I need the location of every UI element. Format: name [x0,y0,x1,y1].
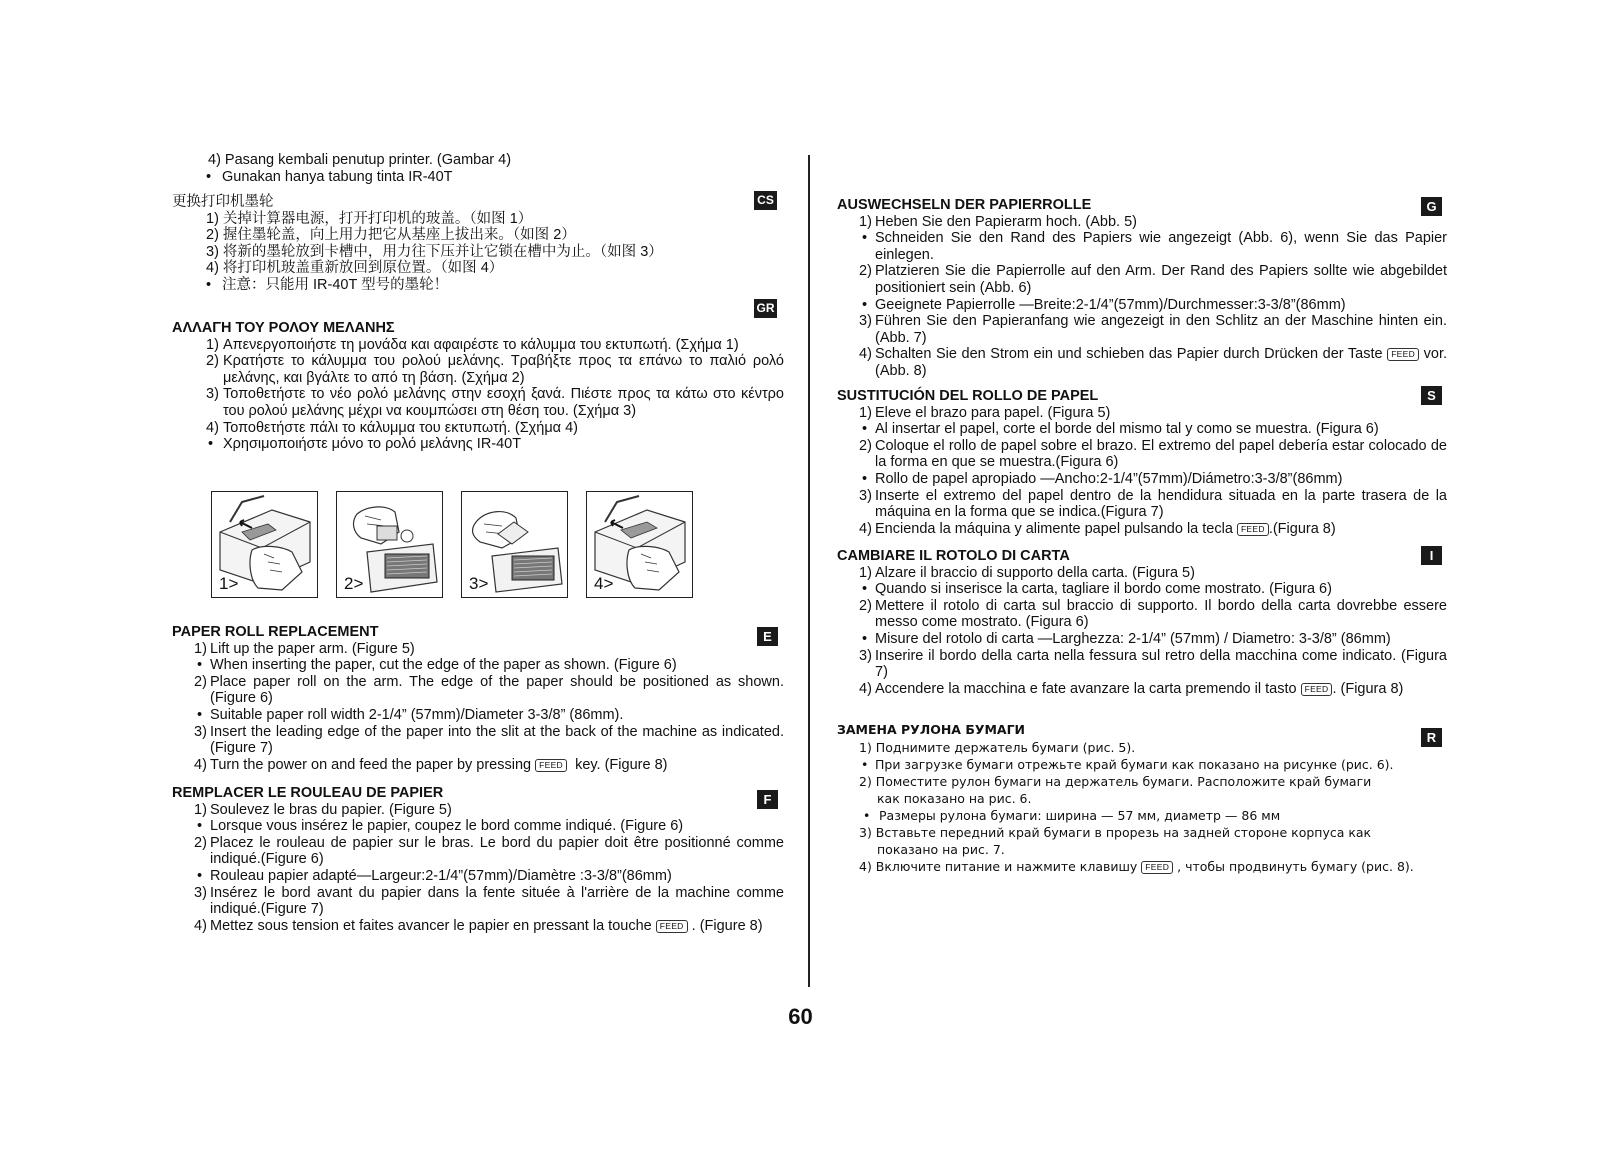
id-step-4: 4) Pasang kembali penutup printer. (Gambar 4) [208,152,512,168]
bullet: • [206,168,212,185]
e-step-2: 2) Place paper roll on the arm. The edge of the paper should be positioned as shown. (Figure 6) [194,673,784,707]
s-bullet-1: • Al insertar el papel, corte el borde del mismo tal y como se muestra. (Figura 6) [862,421,1379,438]
i-step-1: 1) Alzare il braccio di supporto della carta. (Figura 5) [859,564,1195,581]
cs-item-4: 4) 将打印机玻盖重新放回到原位置。（如图 4） [206,260,504,277]
r-title: ЗАМЕНА РУЛОНА БУМАГИ [837,722,1026,737]
f-bullet-2: • Rouleau papier adapté—Largeur:2-1/4”(57mm)/Diamètre :3-3/8”(86mm) [197,867,672,884]
badge-f: F [757,790,778,809]
bullet: • [206,276,212,293]
s-title: SUSTITUCIÓN DEL ROLLO DE PAPEL [837,388,1099,404]
f-bullet-1: • Lorsque vous insérez le papier, coupez le bord comme indiqué. (Figure 6) [197,818,684,835]
badge-cs: CS [754,191,777,210]
r-step-3: 3) Вставьте передний край бумаги в прорезь на задней стороне корпуса как [859,824,1372,840]
r-bullet-2: Размеры рулона бумаги: ширина — 57 мм, диаметр — 86 мм [879,807,1281,823]
g-step-2: 2) Platzieren Sie die Papierrolle auf den Arm. Der Rand des Papiers sollte wie abgebildet positioniert sein (Abb. 6) [859,263,1447,296]
figure-2 [336,491,443,598]
r-step-3-cont: показано на рис. 7. [877,841,1005,857]
french-section [172,785,784,934]
s-step-4: 4) Encienda la máquina y alimente papel pulsando la tecla FEED .(Figura 8) [859,520,1336,537]
cs-item-2: 2) 握住墨轮盖，向上用力把它从基座上拔出来。（如图 2） [206,227,576,244]
greek-section [172,320,784,453]
g-step-1: 1) Heben Sie den Papierarm hoch. (Abb. 5) [859,213,1137,230]
gr-item-2: 2) Κρατήστε το κάλυμμα του ρολού μελάνης. Τραβήξτε προς τα επάνω το παλιό ρολό μελάνης, και βγάλτε το από τη βάση. (Σχήμα 2) [206,353,784,386]
g-title: AUSWECHSELN DER PAPIERROLLE [837,197,1092,213]
r-step-4: 4) Включите питание и нажмите клавишу FEED , чтобы продвинуть бумагу (рис. 8). [859,858,1414,874]
figure-1 [211,491,318,598]
figure-4 [586,491,693,598]
badge-gr: GR [754,299,777,318]
feed-key: FEED [535,759,567,772]
feed-key: FEED [1387,348,1419,361]
s-step-3: 3) Inserte el extremo del papel dentro de la hendidura situada en la parte trasera de la máquina en la forma que se indica.(Figura 7) [859,487,1447,521]
e-bullet-2: • Suitable paper roll width 2-1/4” (57mm)/Diameter 3-3/8” (86mm). [197,706,624,723]
i-bullet-1: • Quando si inserisce la carta, tagliare il bordo come mostrato. (Figura 6) [862,581,1332,598]
page-number: 60 [788,1004,813,1029]
spanish-section [837,388,1447,537]
i-step-4: 4) Accendere la macchina e fate avanzare la carta premendo il tasto FEED . (Figura 8) [859,680,1404,697]
gr-item-4: 4) Τοποθετήστε πάλι το κάλυμμα του εκτυπωτή. (Σχήμα 4) [206,419,578,436]
badge-g: G [1421,197,1442,216]
column-divider [808,155,810,987]
f-step-3: 3) Insérez le bord avant du papier dans la fente située à l'arrière de la machine comme indiqué.(Figure 7) [194,884,784,918]
feed-key: FEED [1141,861,1173,874]
e-bullet-1: • When inserting the paper, cut the edge of the paper as shown. (Figure 6) [197,657,677,674]
cs-title: 更换打印机墨轮 [172,194,274,210]
f-step-1: 1) Soulevez le bras du papier. (Figure 5) [194,801,452,818]
gr-note: Χρησιμοποιήστε μόνο το ρολό μελάνης IR-40T [223,436,522,453]
gr-item-3: 3) Τοποθετήστε το νέο ρολό μελάνης στην εσοχή ξανά. Πιέστε προς τα κάτω στο κέντρο του ρολού μελάνης μέχρι να κουμπώσει στη θέση του. (Σχήμα 3) [206,386,784,419]
g-bullet-1: • Schneiden Sie den Rand des Papiers wie angezeigt (Abb. 6), wenn Sie das Papier einlegen. [862,230,1447,263]
russian-section: ЗАМЕНА РУЛОНА БУМАГИ 1) Поднимите держатель бумаги (рис. 5). • При загрузке бумаги отрежьте край бумаги как показано на рисунке (рис. 6). 2) Поместите рулон бумаги на держатель бумаги. Расположите край бумаги как показано на рис. 6. • Размеры рулона бумаги: ширина — 57 мм, диаметр — 86 мм 3) Вставьте передний край бумаги в прорезь на задней стороне корпуса как показано на рис. 7. 4) Включите питание и нажмите клавишу FEED , чтобы продвинуть бумагу (рис. 8). [837,722,1447,875]
figure-3 [461,491,568,598]
feed-key: FEED [1237,523,1269,536]
german-section [837,197,1447,380]
e-step-1: 1) Lift up the paper arm. (Figure 5) [194,640,415,657]
italian-section [837,548,1447,697]
english-section [172,624,784,773]
i-bullet-2: • Misure del rotolo di carta —Larghezza: 2-1/4” (57mm) / Diametro: 3-3/8” (86mm) [862,630,1391,647]
bullet: • [208,436,214,453]
i-step-3: 3) Inserire il bordo della carta nella fessura sul retro della macchina come indicato. (Figura 7) [859,647,1447,681]
gr-item-1: 1) Απενεργοποιήστε τη μονάδα και αφαιρέστε το κάλυμμα του εκτυπωτή. (Σχήμα 1) [206,336,739,353]
feed-key: FEED [1301,683,1333,696]
i-step-2: 2) Mettere il rotolo di carta sul braccio di supporto. Il bordo della carta dovrebbe essere messo come mostrato. (Figura 6) [859,597,1447,631]
s-step-2: 2) Coloque el rollo de papel sobre el brazo. El extremo del papel debería estar colocado de la forma en que se muestra.(Figura 6) [859,437,1447,471]
badge-s: S [1421,386,1442,405]
s-step-1: 1) Eleve el brazo para papel. (Figura 5) [859,404,1111,421]
figure-4-label: 4> [594,574,614,593]
r-bullet-1: При загрузке бумаги отрежьте край бумаги как показано на рисунке (рис. 6). [875,756,1394,772]
gr-title: ΑΛΛΑΓΗ ΤΟΥ ΡΟΛΟΥ ΜΕΛΑΝΗΣ [172,320,395,336]
cs-item-3: 3) 将新的墨轮放到卡槽中，用力往下压并让它锁在槽中为止。（如图 3） [206,243,663,260]
e-step-4: 4) Turn the power on and feed the paper by pressing FEED key. (Figure 8) [194,756,668,773]
r-step-2-cont: как показано на рис. 6. [877,790,1032,806]
indonesian-tail [172,152,784,185]
f-step-4: 4) Mettez sous tension et faites avancer le papier en pressant la touche FEED . (Figure 8) [194,917,763,934]
f-step-2: 2) Placez le rouleau de papier sur le bras. Le bord du papier doit être positionné comme indiqué.(Figure 6) [194,834,784,868]
g-step-3: 3) Führen Sie den Papieranfang wie angezeigt in den Schlitz an der Maschine hinten ein.(Abb. 7) [859,313,1447,346]
badge-r: R [1421,728,1442,747]
chinese-section [172,194,784,294]
e-title: PAPER ROLL REPLACEMENT [172,624,379,640]
r-step-1: 1) Поднимите держатель бумаги (рис. 5). [859,739,1136,755]
g-bullet-2: • Geeignete Papierrolle —Breite:2-1/4”(57mm)/Durchmesser:3-3/8”(86mm) [862,296,1346,313]
f-title: REMPLACER LE ROULEAU DE PAPIER [172,785,444,801]
feed-key: FEED [656,920,688,933]
cs-item-1: 1) 关掉计算器电源，打开打印机的玻盖。（如图 1） [206,210,533,227]
figure-2-label: 2> [344,574,364,593]
id-note: Gunakan hanya tabung tinta IR-40T [222,168,453,185]
figure-3-label: 3> [469,574,489,593]
e-step-3: 3) Insert the leading edge of the paper into the slit at the back of the machine as indicated. (Figure 7) [194,723,784,757]
i-title: CAMBIARE IL ROTOLO DI CARTA [837,548,1070,564]
r-step-2: 2) Поместите рулон бумаги на держатель бумаги. Расположите край бумаги [859,773,1372,789]
cs-note: 注意：只能用 IR-40T 型号的墨轮！ [222,276,449,293]
figure-1-label: 1> [219,574,239,593]
badge-i: I [1421,546,1442,565]
g-step-4: 4) Schalten Sie den Strom ein und schieben das Papier durch Drücken der Taste FEED vor.(Abb. 8) [859,346,1448,379]
s-bullet-2: • Rollo de papel apropiado —Ancho:2-1/4”(57mm)/Diámetro:3-3/8”(86mm) [862,470,1343,487]
badge-e: E [757,627,778,646]
